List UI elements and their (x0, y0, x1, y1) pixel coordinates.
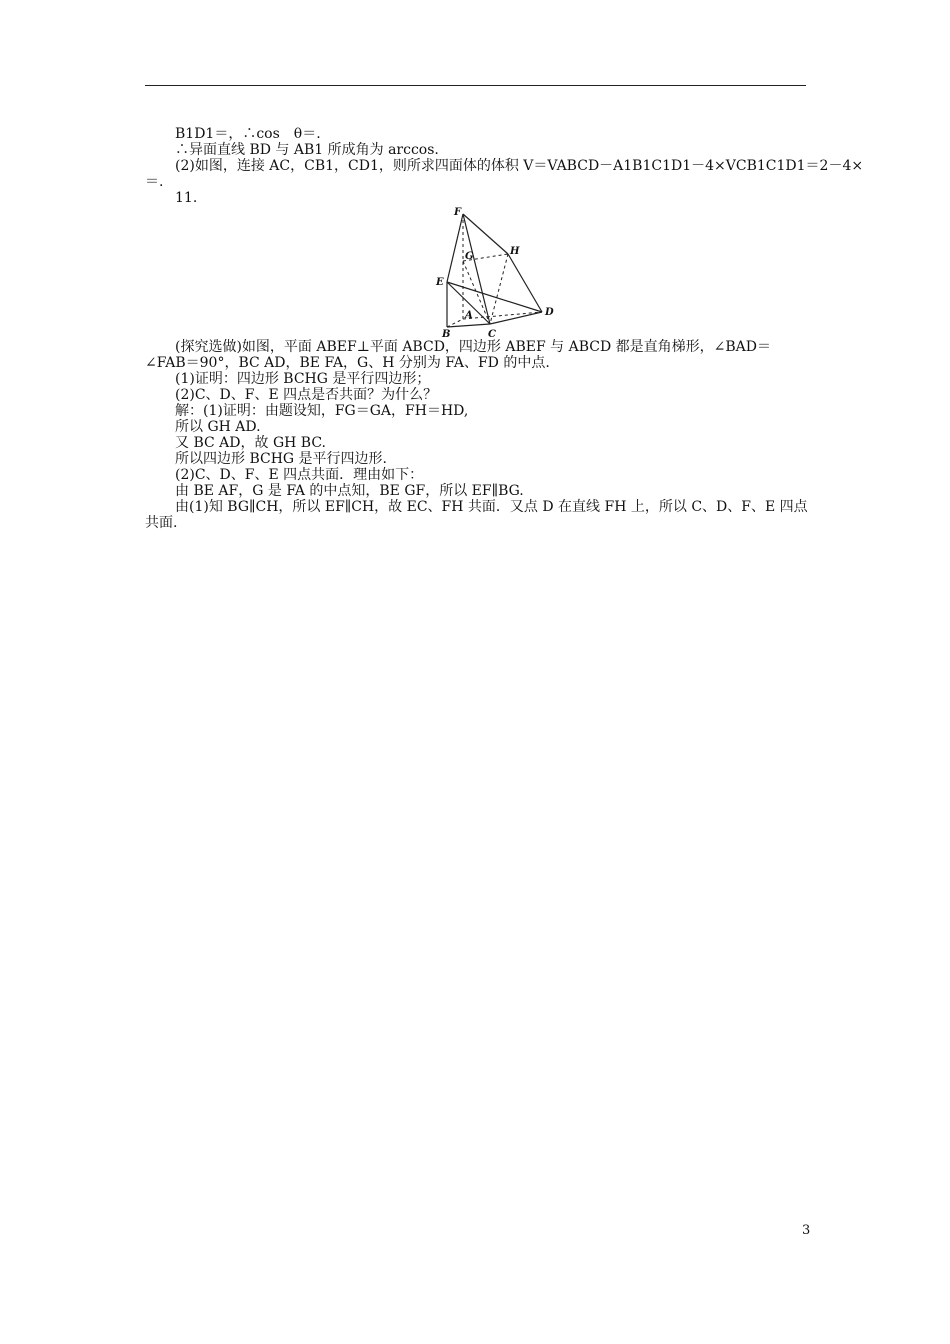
header-rule (145, 85, 806, 86)
label-H: H (510, 246, 520, 257)
text-line: B1D1＝，∴cos θ＝. (175, 126, 321, 142)
solution-line: 由 BE AF，G 是 FA 的中点知，BE GF，所以 EF∥BG. (175, 483, 524, 499)
question-2: (2)C、D、F、E 四点是否共面？为什么？ (175, 387, 438, 403)
label-G: G (465, 251, 474, 262)
label-E: E (436, 277, 444, 288)
text-line: ∴异面直线 BD 与 AB1 所成角为 arccos. (175, 142, 439, 158)
solid-diagram (430, 206, 560, 339)
label-D: D (545, 307, 554, 318)
solution-line: 所以 GH AD. (175, 419, 261, 435)
page-number: 3 (802, 1223, 811, 1238)
label-A: A (465, 310, 473, 321)
solution-line: (2)C、D、F、E 四点共面．理由如下： (175, 467, 424, 483)
problem-statement: ∠FAB＝90°，BC AD，BE FA，G、H 分别为 FA、FD 的中点. (145, 355, 550, 371)
label-F: F (454, 207, 462, 218)
geometry-figure (145, 206, 806, 339)
label-C: C (488, 329, 496, 339)
question-1: (1)证明：四边形 BCHG 是平行四边形； (175, 371, 431, 387)
solution-line: 又 BC AD，故 GH BC. (175, 435, 326, 451)
text-line: (2)如图，连接 AC，CB1，CD1，则所求四面体的体积 V＝VABCD－A1B1C1D1－4×VCB1C1D1＝2－4× (175, 158, 864, 174)
solution-line: 所以四边形 BCHG 是平行四边形. (175, 451, 388, 467)
label-B: B (442, 329, 451, 339)
problem-number: 11. (175, 190, 198, 206)
text-line: ＝. (145, 174, 164, 190)
solution-line: 解：(1)证明：由题设知，FG＝GA，FH＝HD, (175, 403, 469, 419)
solution-line: 共面. (145, 515, 178, 531)
document-body (145, 126, 864, 531)
solution-line: 由(1)知 BG∥CH，所以 EF∥CH，故 EC、FH 共面．又点 D 在直线 FH 上，所以 C、D、F、E 四点 (175, 499, 808, 515)
problem-statement: (探究选做)如图，平面 ABEF⊥平面 ABCD，四边形 ABEF 与 ABCD 都是直角梯形，∠BAD＝ (175, 339, 771, 355)
